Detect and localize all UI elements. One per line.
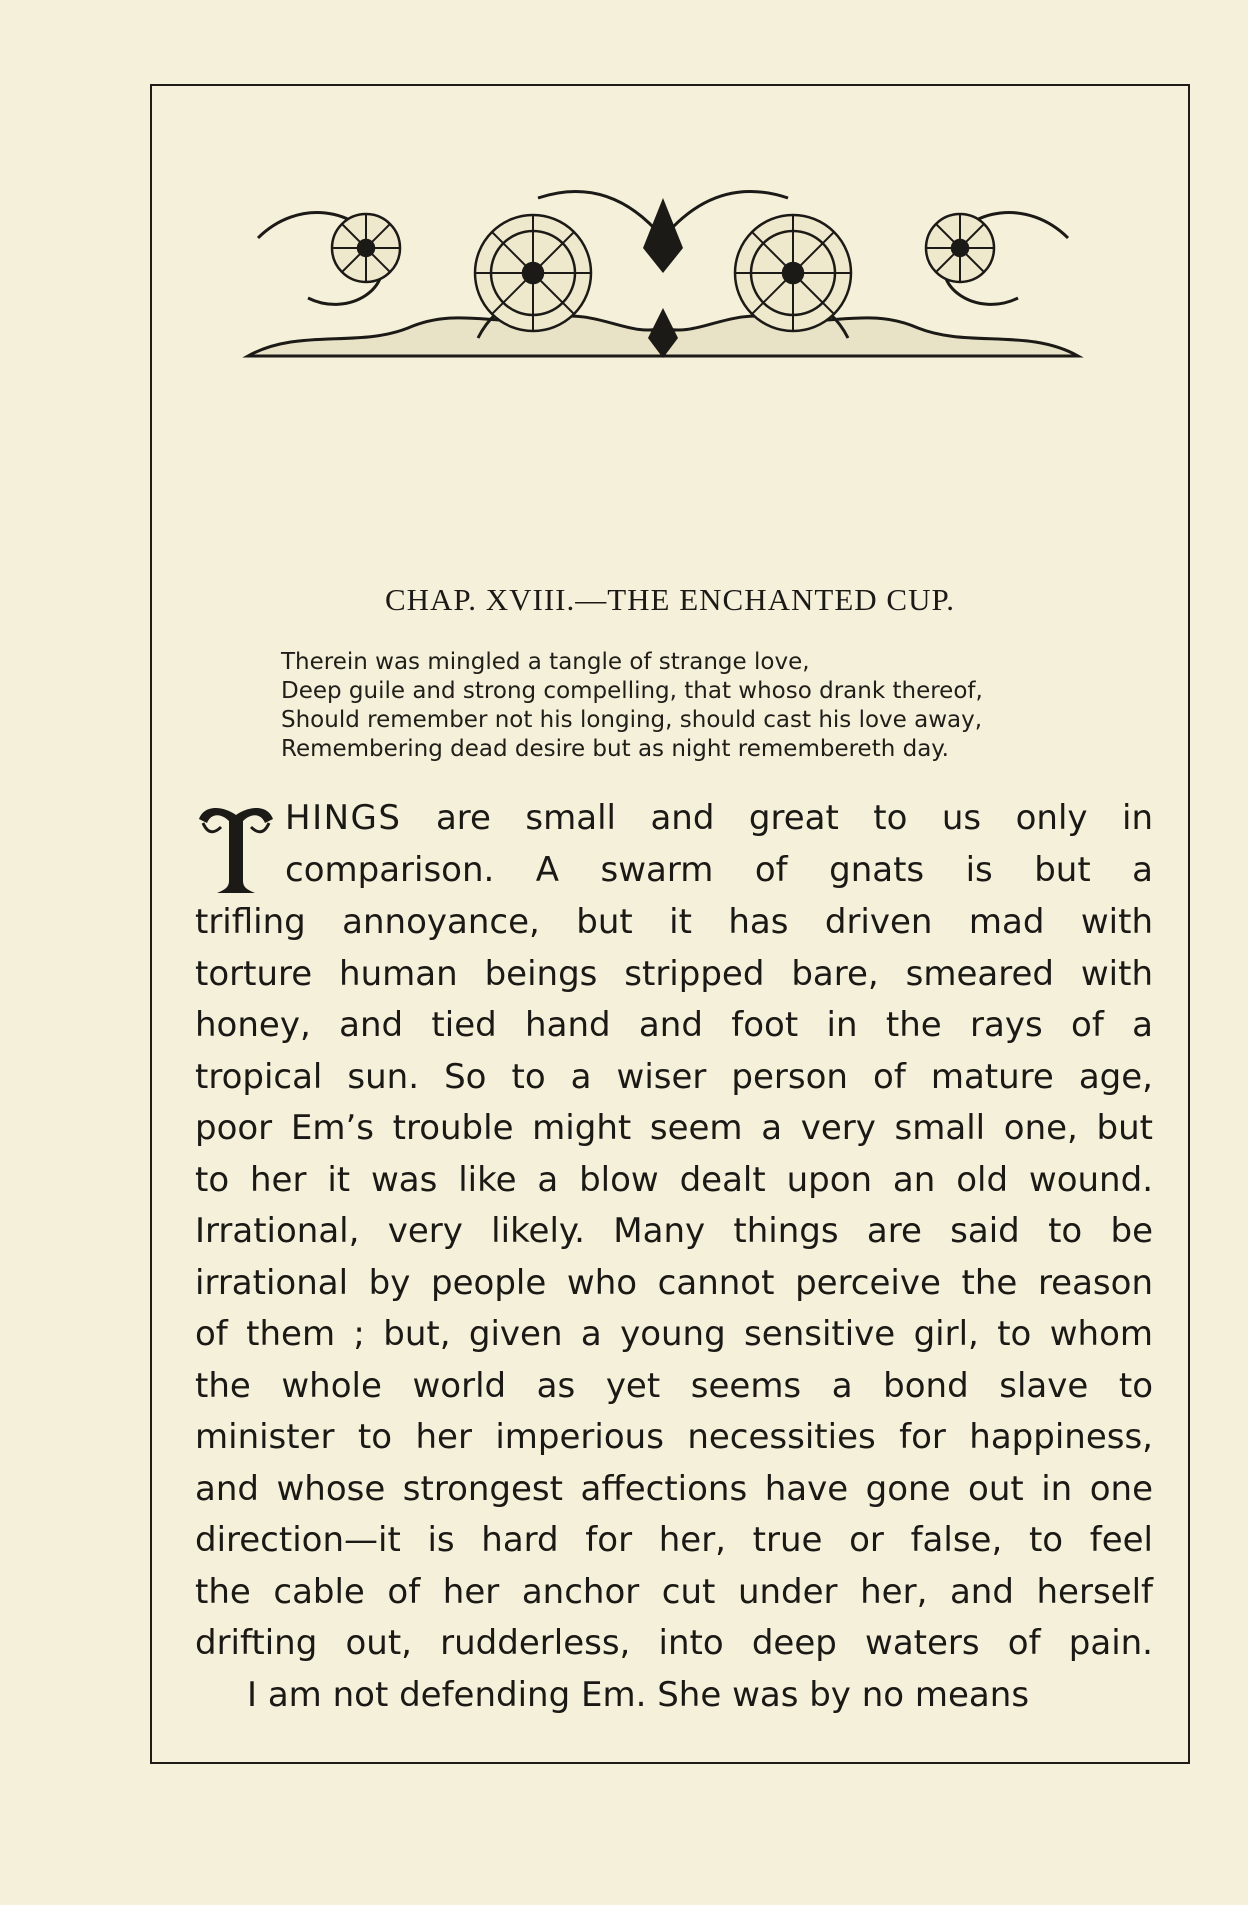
floral-ornament-icon [238, 178, 1088, 368]
body-line: minister to her imperious necessities for happiness, [195, 1417, 1153, 1457]
epigraph-line: Therein was mingled a tangle of strange love, [281, 649, 810, 675]
body-line: I am not defending Em. She was by no means [247, 1674, 1030, 1715]
body-line: of them ; but, given a young sensitive girl, to whom [195, 1314, 1153, 1354]
body-line-text: are small and great to us only in [401, 798, 1153, 838]
body-line: irrational by people who cannot perceive the reason [195, 1262, 1153, 1303]
body-line: direction—it is hard for her, true or false, to feel [195, 1520, 1153, 1560]
epigraph [281, 648, 1101, 764]
body-line: Irrational, very likely. Many things are said to be [195, 1211, 1153, 1251]
body-line: the whole world as yet seems a bond slave to [195, 1365, 1153, 1406]
body-line: torture human beings stripped bare, smeared with [195, 953, 1153, 994]
body-line: to her it was like a blow dealt upon an old wound. [195, 1159, 1153, 1200]
body-line: drifting out, rudderless, into deep waters of pain. [195, 1623, 1153, 1663]
body-line: and whose strongest affections have gone out in one [195, 1468, 1153, 1509]
body-line: trifling annoyance, but it has driven mad with [195, 902, 1153, 942]
body-line: honey, and tied hand and foot in the rays of a [195, 1005, 1153, 1045]
epigraph-line: Should remember not his longing, should cast his love away, [281, 707, 983, 733]
body-text [195, 793, 1153, 1721]
body-line: tropical sun. So to a wiser person of mature age, [195, 1056, 1153, 1097]
body-line: the cable of her anchor cut under her, and herself [195, 1571, 1153, 1612]
first-word: HINGS [285, 798, 402, 838]
body-line: poor Em’s trouble might seem a very small one, but [195, 1108, 1153, 1148]
chapter-title: CHAP. XVIII.—THE ENCHANTED CUP. [384, 582, 956, 617]
body-line: comparison. A swarm of gnats is but a [285, 849, 1153, 890]
drop-cap-icon [195, 801, 277, 897]
epigraph-line: Remembering dead desire but as night remembereth day. [281, 736, 949, 762]
body-line [195, 793, 1153, 845]
epigraph-line: Deep guile and strong compelling, that whoso drank thereof, [281, 678, 983, 704]
